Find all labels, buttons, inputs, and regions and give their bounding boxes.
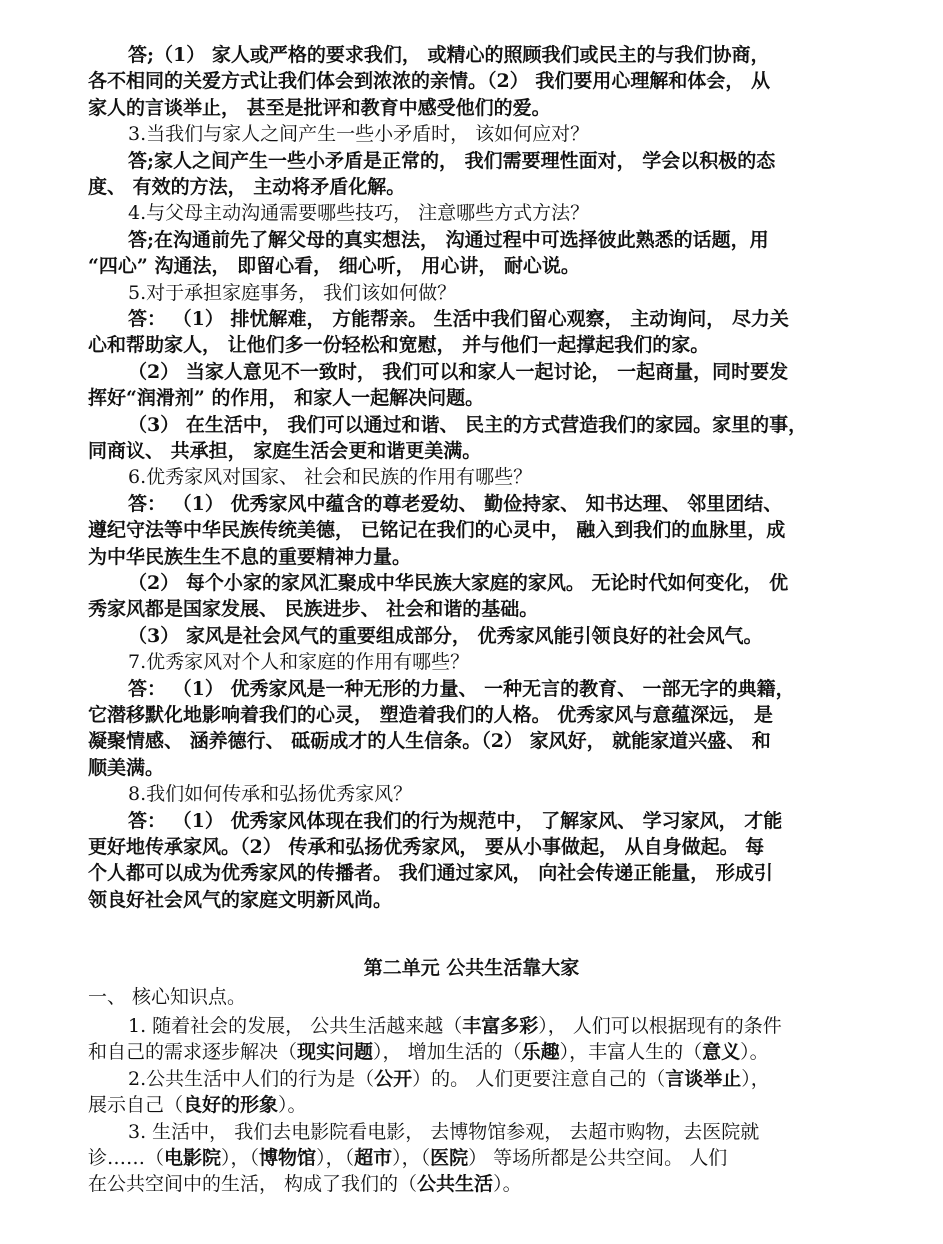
knowledge-point-line bbox=[88, 1171, 888, 1197]
answer-line: 答;（1） 家人或严格的要求我们， 或精心的照顾我们或民主的与我们协商， bbox=[128, 44, 770, 66]
answer-keyword: 良好的形象 bbox=[183, 1094, 279, 1117]
answer-line: 答： （1） 优秀家风中蕴含的尊老爱幼、 勤俭持家、 知书达理、 邻里团结、 bbox=[128, 492, 783, 515]
point-text: 和自己的需求逐步解决（ bbox=[88, 1041, 298, 1064]
question-line: 5.对于承担家庭事务， 我们该如何做？ bbox=[128, 281, 457, 304]
point-text: 在公共空间中的生活， 构成了我们的（ bbox=[88, 1173, 418, 1196]
answer-line: 挥好“润滑剂” 的作用， 和家人一起解决问题。 bbox=[88, 387, 485, 410]
knowledge-point-line bbox=[128, 1119, 888, 1145]
point-text: 展示自己（ bbox=[88, 1094, 184, 1117]
answer-keyword: 丰富多彩 bbox=[462, 1015, 539, 1037]
knowledge-point-line bbox=[88, 1092, 888, 1118]
question-line: 3.当我们与家人之间产生一些小矛盾时， 该如何应对？ bbox=[128, 123, 590, 146]
answer-line: 答： （1） 排忧解难， 方能帮亲。 生活中我们留心观察， 主动询问， 尽力关 bbox=[128, 308, 789, 330]
question-line: 4.与父母主动沟通需要哪些技巧， 注意哪些方式方法？ bbox=[128, 202, 590, 225]
answer-keyword: 言谈举止 bbox=[665, 1067, 742, 1090]
answer-line: （2） 当家人意见不一致时， 我们可以和家人一起讨论， 一起商量，同时要发 bbox=[128, 360, 789, 383]
answer-keyword: 电影院 bbox=[164, 1147, 222, 1169]
answer-line: 个人都可以成为优秀家风的传播者。 我们通过家风， 向社会传递正能量， 形成引 bbox=[88, 862, 773, 885]
point-text: ），丰富人生的（ bbox=[559, 1041, 703, 1064]
point-text: ）， 人们可以根据现有的条件 bbox=[538, 1015, 782, 1037]
answer-line: 它潜移默化地影响着我们的心灵， 塑造着我们的人格。 优秀家风与意蕴深远， 是 bbox=[88, 704, 773, 726]
section-heading: 一、 核心知识点。 bbox=[88, 986, 247, 1008]
answer-line: 遵纪守法等中华民族传统美德， 已铭记在我们的心灵中， 融入到我们的血脉里，成 bbox=[88, 519, 786, 542]
answer-line: 度、 有效的方法， 主动将矛盾化解。 bbox=[88, 176, 406, 198]
answer-line: 顺美满。 bbox=[88, 756, 165, 779]
answer-line: 各不相同的关爱方式让我们体会到浓浓的亲情。（2） 我们要用心理解和体会， 从 bbox=[88, 70, 770, 93]
point-text: ），（ bbox=[221, 1147, 260, 1169]
answer-keyword: 公开 bbox=[374, 1067, 413, 1090]
answer-line: “四心” 沟通法， 即留心看， 细心听， 用心讲， 耐心说。 bbox=[88, 255, 580, 278]
answer-line: 答： （1） 优秀家风体现在我们的行为规范中， 了解家风、 学习家风， 才能 bbox=[128, 809, 783, 832]
point-text: 3. 生活中， 我们去电影院看电影， 去博物馆参观， 去超市购物，去医院就 bbox=[128, 1120, 760, 1143]
knowledge-point-line bbox=[128, 1013, 888, 1039]
answer-line: 答;在沟通前先了解父母的真实想法， 沟通过程中可选择彼此熟悉的话题，用 bbox=[128, 228, 769, 251]
answer-keyword: 公共生活 bbox=[417, 1173, 494, 1196]
answer-keyword: 医院 bbox=[430, 1147, 469, 1169]
point-text: ）， 增加生活的（ bbox=[373, 1041, 522, 1064]
answer-keyword: 现实问题 bbox=[297, 1041, 374, 1064]
answer-line: 答： （1） 优秀家风是一种无形的力量、 一种无言的教育、 一部无字的典籍， bbox=[128, 677, 795, 700]
point-text: 1. 随着社会的发展， 公共生活越来越（ bbox=[128, 1015, 463, 1037]
point-text: ），（ bbox=[392, 1147, 431, 1169]
point-text: ） 等场所都是公共空间。 人们 bbox=[468, 1147, 728, 1169]
point-text: ）。 bbox=[740, 1041, 769, 1064]
knowledge-point-line bbox=[88, 1039, 888, 1065]
answer-line: 同商议、 共承担， 家庭生活会更和谐更美满。 bbox=[88, 440, 482, 462]
point-text: ）。 bbox=[493, 1173, 522, 1196]
knowledge-point-line bbox=[128, 1066, 888, 1092]
answer-line: 为中华民族生生不息的重要精神力量。 bbox=[88, 545, 412, 568]
question-line: 8.我们如何传承和弘扬优秀家风？ bbox=[128, 783, 413, 806]
answer-line: 心和帮助家人， 让他们多一份轻松和宽慰， 并与他们一起撑起我们的家。 bbox=[88, 334, 710, 357]
answer-line: 更好地传承家风。（2） 传承和弘扬优秀家风， 要从小事做起， 从自身做起。 每 bbox=[88, 836, 765, 858]
answer-line: 答;家人之间产生一些小矛盾是正常的， 我们需要理性面对， 学会以积极的态 bbox=[128, 149, 776, 172]
answer-keyword: 乐趣 bbox=[521, 1041, 560, 1064]
answer-keyword: 博物馆 bbox=[259, 1147, 317, 1169]
answer-line: 秀家风都是国家发展、 民族进步、 社会和谐的基础。 bbox=[88, 598, 539, 621]
point-text: 诊……（ bbox=[88, 1147, 165, 1169]
knowledge-point-line bbox=[88, 1145, 888, 1171]
answer-keyword: 超市 bbox=[354, 1147, 393, 1169]
question-line: 6.优秀家风对国家、 社会和民族的作用有哪些？ bbox=[128, 466, 533, 489]
answer-line: （2） 每个小家的家风汇聚成中华民族大家庭的家风。 无论时代如何变化， 优 bbox=[128, 572, 789, 594]
answer-line: 家人的言谈举止， 甚至是批评和教育中感受他们的爱。 bbox=[88, 96, 551, 119]
answer-line: （3） 在生活中， 我们可以通过和谐、 民主的方式营造我们的家园。家里的事， bbox=[128, 413, 808, 436]
unit-title: 第二单元 公共生活靠大家 bbox=[363, 957, 580, 979]
point-text: ），（ bbox=[316, 1147, 355, 1169]
point-text: ）。 bbox=[278, 1094, 307, 1117]
point-text: ）的。 人们更要注意自己的（ bbox=[412, 1067, 666, 1090]
answer-keyword: 意义 bbox=[702, 1041, 741, 1064]
question-line: 7.优秀家风对个人和家庭的作用有哪些？ bbox=[128, 651, 470, 674]
point-text: 2.公共生活中人们的行为是（ bbox=[128, 1067, 375, 1090]
answer-line: 领良好社会风气的家庭文明新风尚。 bbox=[88, 888, 393, 911]
answer-line: （3） 家风是社会风气的重要组成部分， 优秀家风能引领良好的社会风气。 bbox=[128, 624, 763, 647]
answer-line: 凝聚情感、 涵养德行、 砥砺成才的人生信条。（2） 家风好， 就能家道兴盛、 和 bbox=[88, 730, 771, 753]
point-text: ）， bbox=[741, 1067, 770, 1090]
